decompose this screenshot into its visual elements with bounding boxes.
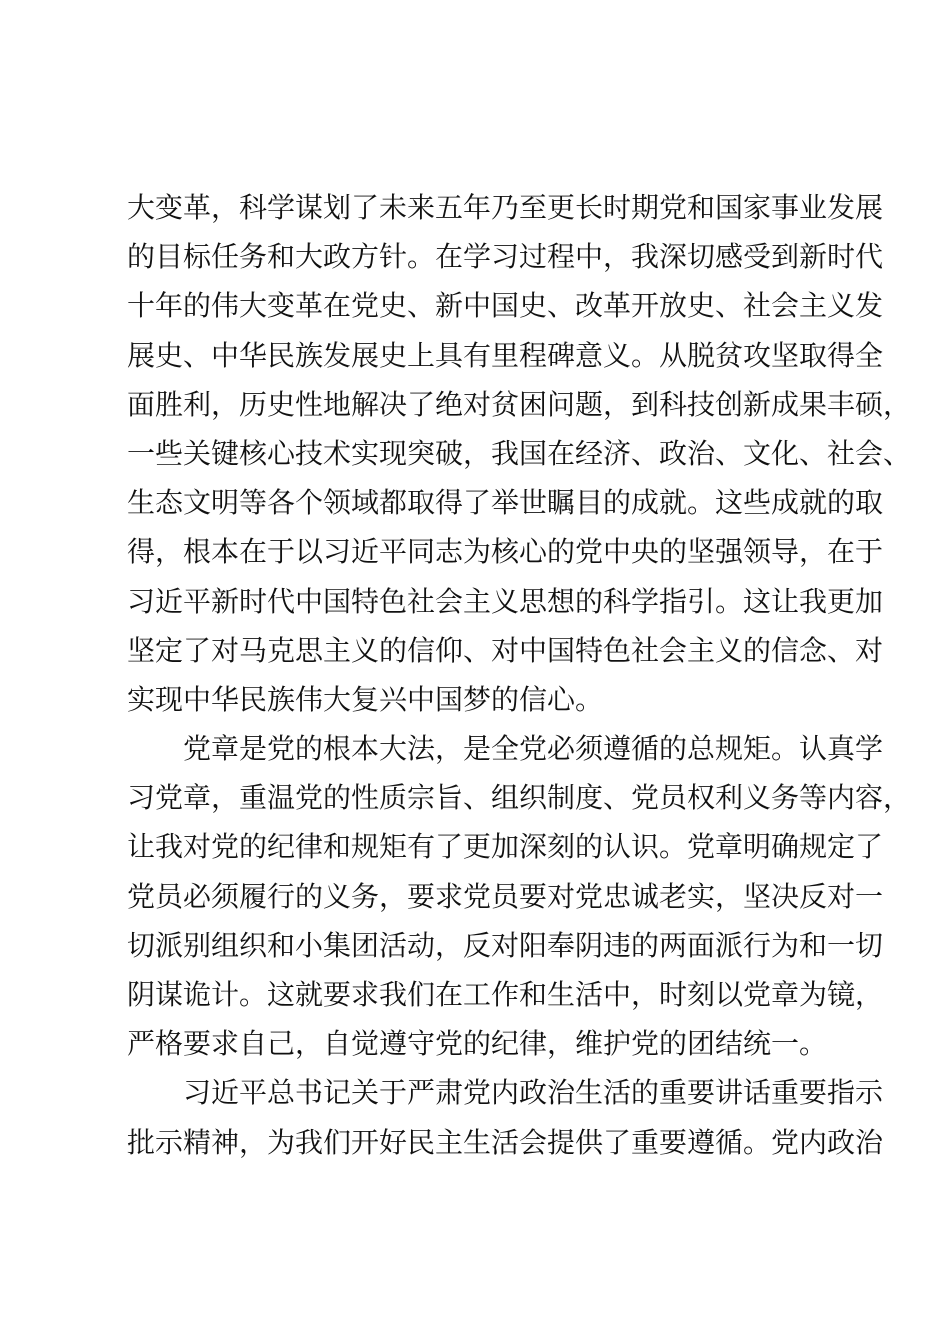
document-body (127, 183, 912, 1167)
paragraph-first-line: 习近平总书记关于严肃党内政治生活的重要讲话重要指示 (183, 1076, 884, 1110)
text-line: 一些关键核心技术实现突破，我国在经济、政治、文化、社会、 (127, 436, 912, 470)
text-line: 习党章，重温党的性质宗旨、组织制度、党员权利义务等内容， (127, 781, 912, 815)
text-line: 十年的伟大变革在党史、新中国史、改革开放史、社会主义发 (127, 289, 884, 323)
text-line: 坚定了对马克思主义的信仰、对中国特色社会主义的信念、对 (127, 633, 884, 667)
text-line: 党员必须履行的义务，要求党员要对党忠诚老实，坚决反对一 (127, 879, 884, 913)
text-line: 得，根本在于以习近平同志为核心的党中央的坚强领导，在于 (127, 535, 884, 569)
text-line: 批示精神，为我们开好民主生活会提供了重要遵循。党内政治 (127, 1125, 884, 1159)
paragraph-first-line: 党章是党的根本大法，是全党必须遵循的总规矩。认真学 (183, 732, 884, 766)
text-line: 实现中华民族伟大复兴中国梦的信心。 (127, 682, 604, 716)
text-line: 面胜利，历史性地解决了绝对贫困问题，到科技创新成果丰硕， (127, 387, 912, 421)
text-line: 习近平新时代中国特色社会主义思想的科学指引。这让我更加 (127, 584, 884, 618)
text-line: 阴谋诡计。这就要求我们在工作和生活中，时刻以党章为镜， (127, 978, 884, 1011)
text-line: 让我对党的纪律和规矩有了更加深刻的认识。党章明确规定了 (127, 830, 884, 864)
text-line: 大变革，科学谋划了未来五年乃至更长时期党和国家事业发展 (127, 191, 884, 224)
text-line: 生态文明等各个领域都取得了举世瞩目的成就。这些成就的取 (127, 486, 884, 520)
text-line: 展史、中华民族发展史上具有里程碑意义。从脱贫攻坚取得全 (127, 338, 884, 372)
text-line: 严格要求自己，自觉遵守党的纪律，维护党的团结统一。 (127, 1027, 828, 1061)
text-line: 的目标任务和大政方针。在学习过程中，我深切感受到新时代 (127, 240, 884, 274)
text-line: 切派别组织和小集团活动，反对阳奉阴违的两面派行为和一切 (127, 928, 884, 962)
